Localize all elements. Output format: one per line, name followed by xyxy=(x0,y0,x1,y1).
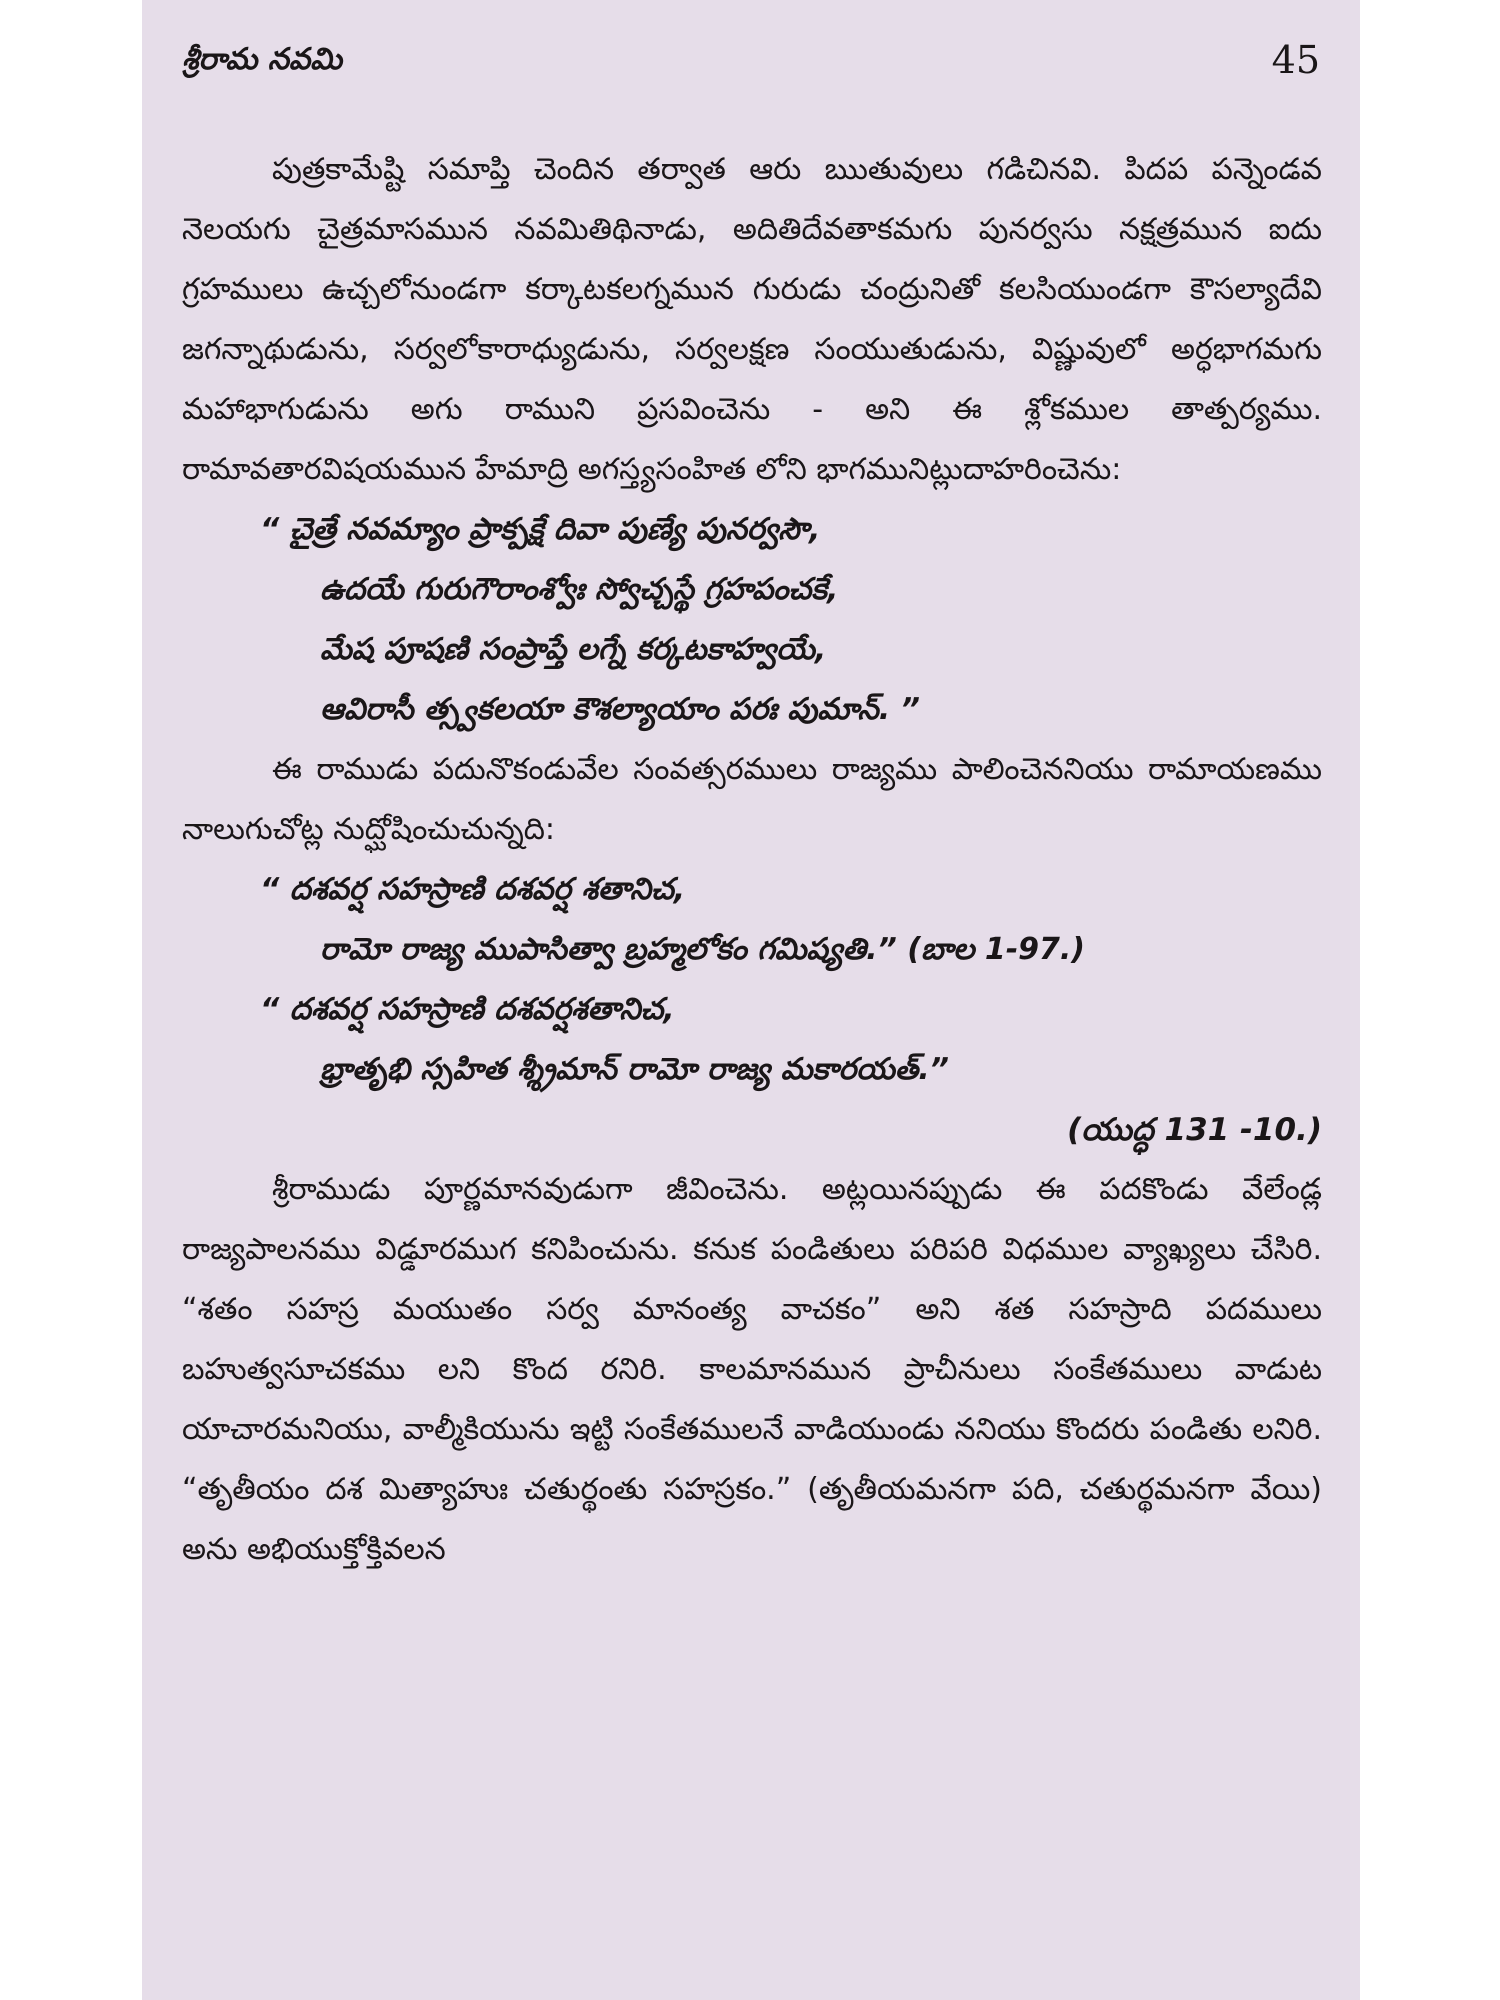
verse-line: “ దశవర్ష సహస్రాణి దశవర్ష శతానిచ, xyxy=(260,872,686,907)
paragraph-1: పుత్రకామేష్టి సమాప్తి చెందిన తర్వాత ఆరు ఋతువులు గడిచినవి. పిదప పన్నెండవ నెలయగు చైత్రమాసమున నవమితిథినాడు, అదితిదేవతాకమగు పునర్వసు నక్షత్రమున ఐదు గ్రహములు ఉచ్చలోనుండగా కర్కాటకలగ్నమున గురుడు చంద్రునితో కలసియుండగా కౌసల్యాదేవి జగన్నాథుడును, సర్వలోకారాధ్యుడును, సర్వలక్షణ సంయుతుడును, విష్ణువులో అర్ధభాగమగు మహాభాగుడును అగు రాముని ప్రసవించెను - అని ఈ శ్లోకముల తాత్పర్యము. రామావతారవిషయమున హేమాద్రి అగస్త్యసంహిత లోని భాగమునిట్లుదాహరించెను: xyxy=(182,152,1322,487)
verse-line: ఆవిరాసీ త్స్వకలయా కౌశల్యాయాం పరః పుమాన్. ” xyxy=(320,692,920,727)
page-header xyxy=(182,38,1320,88)
verse-line: భ్రాతృభి స్సహిత శ్శ్రీమాన్ రామో రాజ్య మకారయత్.” xyxy=(320,1052,949,1087)
verse-block-2 xyxy=(182,860,1322,980)
book-page xyxy=(142,0,1360,2000)
verse-line xyxy=(182,920,1322,980)
paragraph-2: ఈ రాముడు పదునొకండువేల సంవత్సరములు రాజ్యము పాలించెననియు రామాయణము నాలుగుచోట్ల నుద్ఘోషించుచున్నది: xyxy=(182,752,1322,847)
body-text xyxy=(182,140,1322,1580)
verse-line: ఉదయే గురుగౌరాంశ్వోః స్వోచ్చస్థే గ్రహపంచకే, xyxy=(320,572,839,607)
verse-line: “ చైత్రే నవమ్యాం ప్రాక్పక్షే దివా పుణ్యే పునర్వసౌ, xyxy=(260,512,821,547)
verse-reference: (యుద్ధ 131 -10.) xyxy=(1067,1112,1322,1148)
verse-line: మేష పూషణి సంప్రాప్తే లగ్నే కర్కటకాహ్వయే, xyxy=(320,632,827,667)
running-title: శ్రీరామ నవమి xyxy=(182,42,342,77)
verse-line: “ దశవర్ష సహస్రాణి దశవర్షశతానిచ, xyxy=(260,992,675,1027)
verse-reference: (బాల 1-97.) xyxy=(896,932,1086,967)
verse-block-1 xyxy=(182,500,1322,740)
verse-block-3 xyxy=(182,980,1322,1160)
page-number: 45 xyxy=(1271,38,1320,82)
verse-text: రామో రాజ్య ముపాసిత్వా బ్రహ్మలోకం గమిష్యతి.” xyxy=(320,932,897,967)
paragraph-3: శ్రీరాముడు పూర్ణమానవుడుగా జీవించెను. అట్లయినప్పుడు ఈ పదకొండు వేలేండ్ల రాజ్యపాలనము విడ్డూరముగ కనిపించును. కనుక పండితులు పరిపరి విధముల వ్యాఖ్యలు చేసిరి. “శతం సహస్ర మయుతం సర్వ మానంత్య వాచకం” అని శత సహస్రాది పదములు బహుత్వసూచకము లని కొంద రనిరి. కాలమానమున ప్రాచీనులు సంకేతములు వాడుట యాచారమనియు, వాల్మీకియును ఇట్టి సంకేతములనే వాడియుండు ననియు కొందరు పండితు లనిరి. “తృతీయం దశ మిత్యాహుః చతుర్థంతు సహస్రకం.” (తృతీయమనగా పది, చతుర్థమనగా వేయి) అను అభియుక్తోక్తివలన xyxy=(182,1172,1322,1567)
